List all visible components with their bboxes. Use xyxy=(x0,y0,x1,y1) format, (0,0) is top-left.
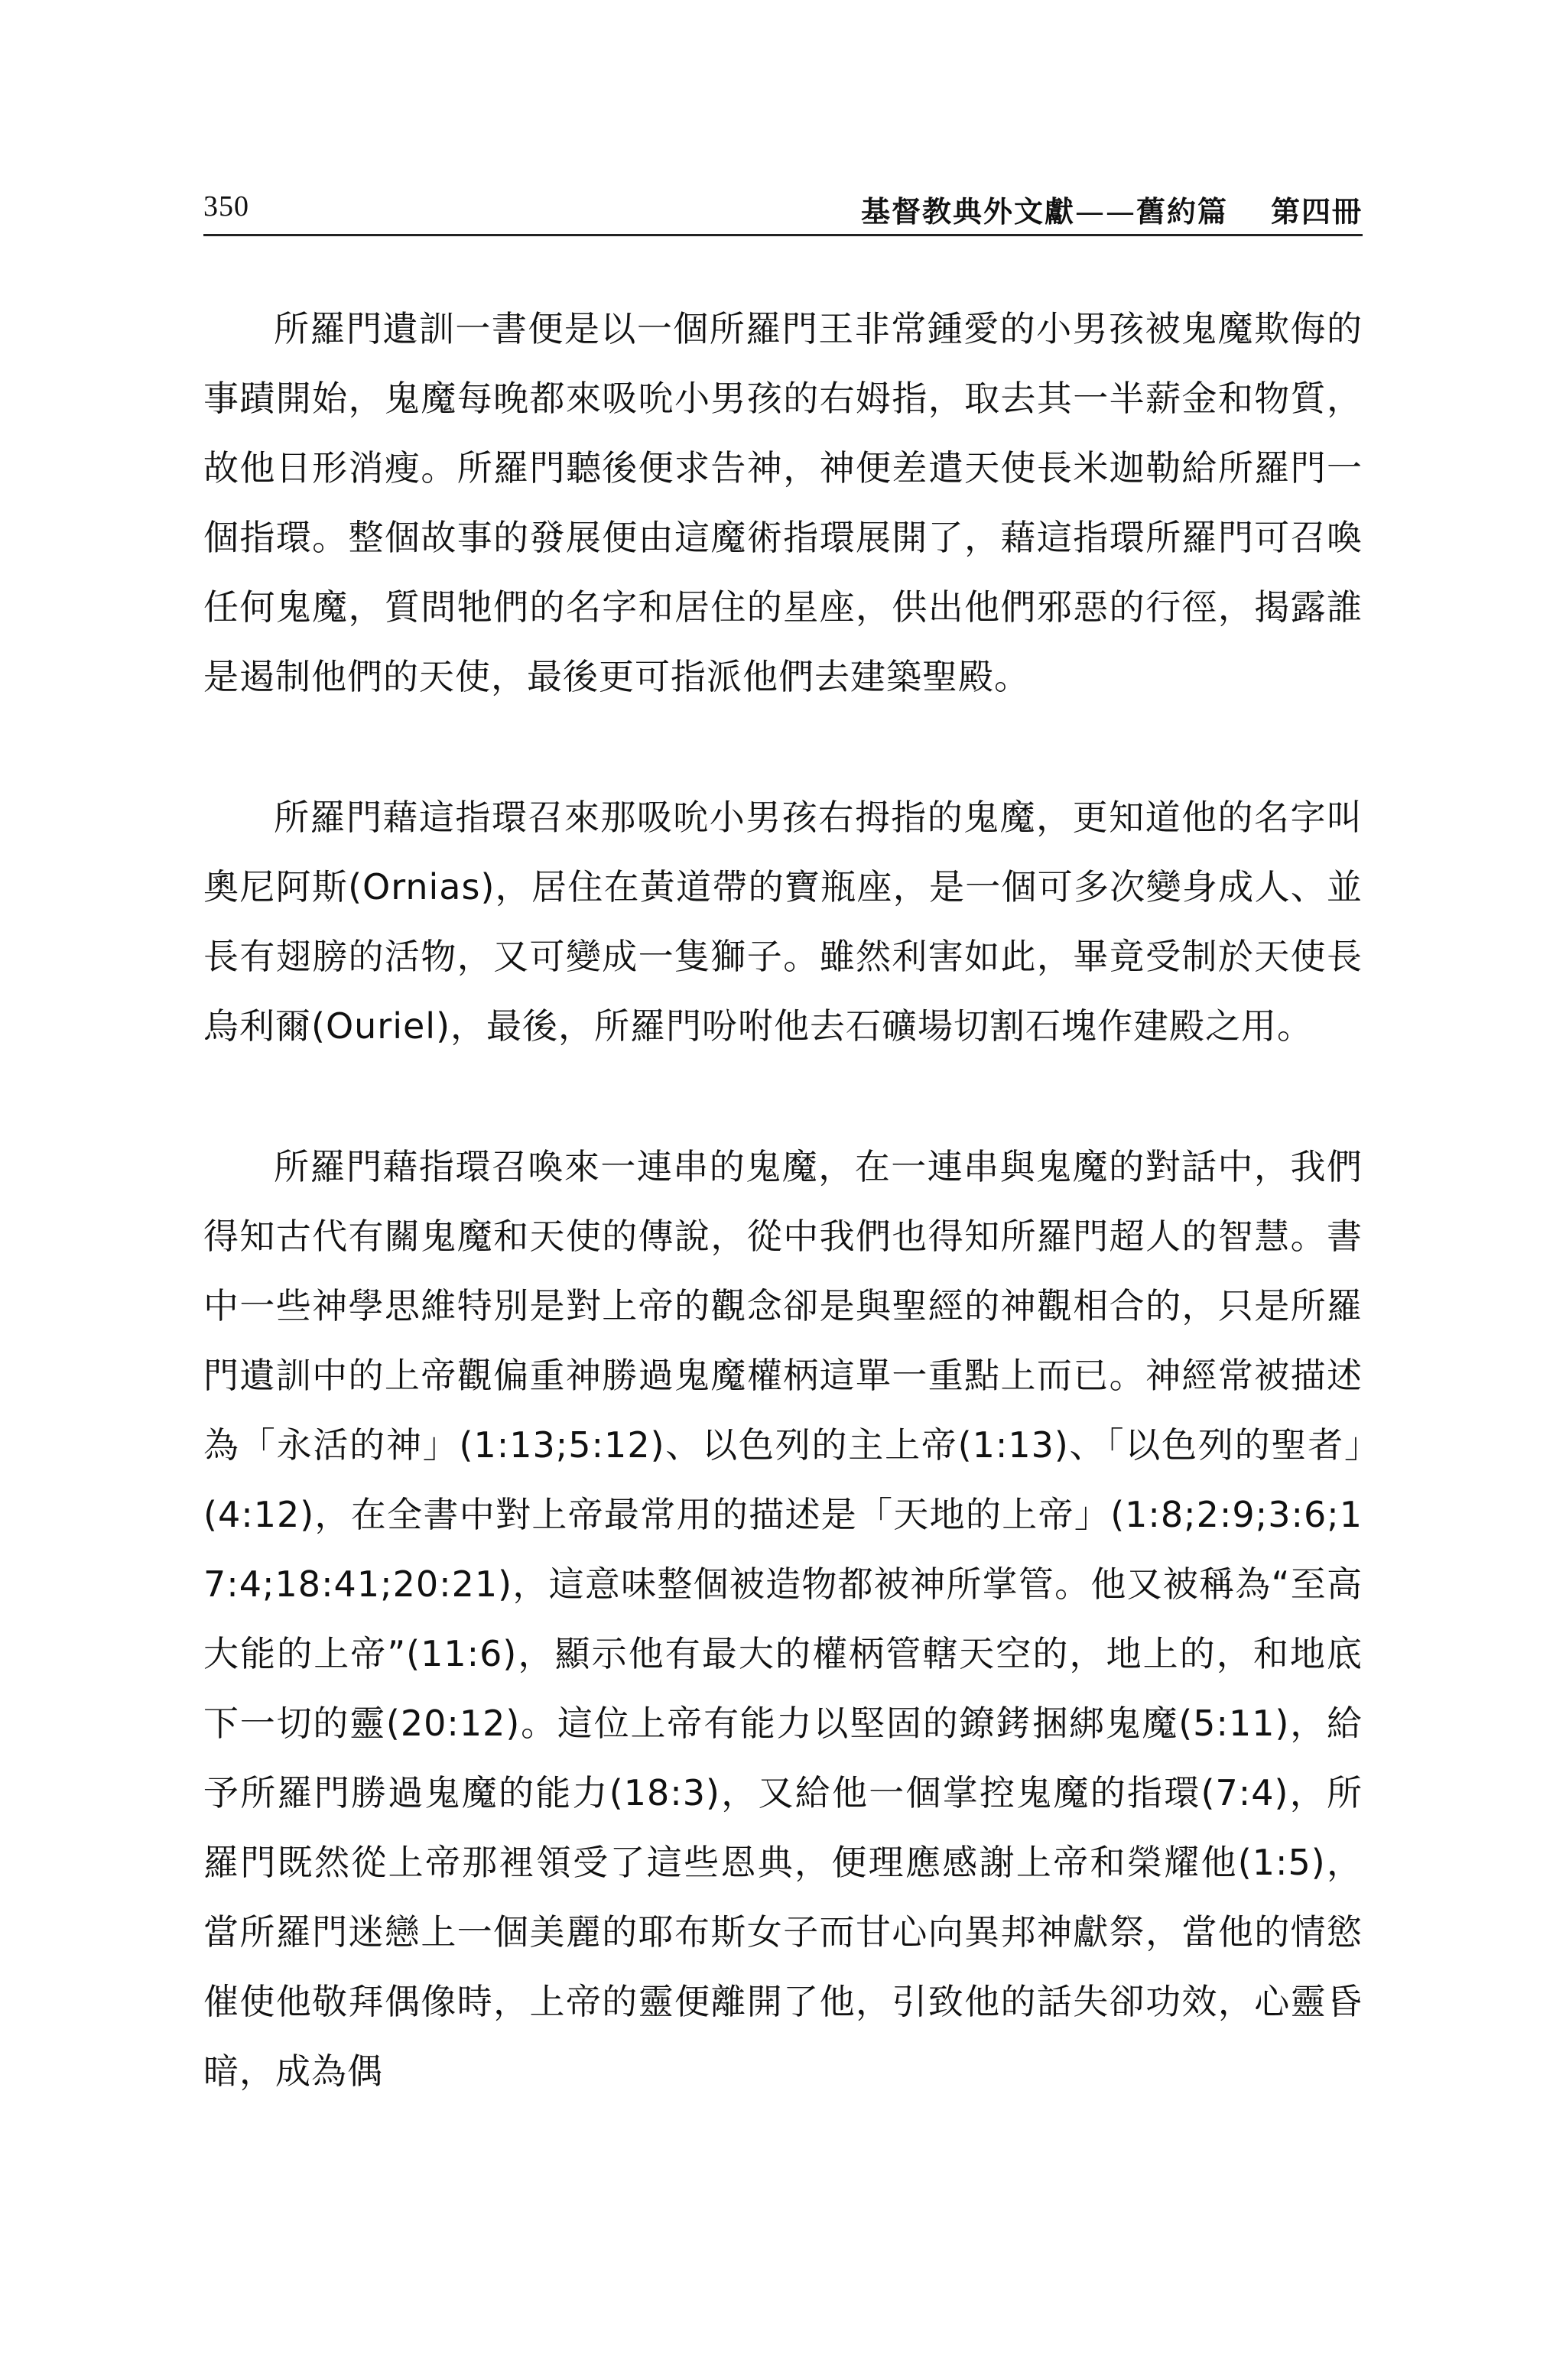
book-title: 基督教典外文獻 xyxy=(860,195,1075,229)
page-header xyxy=(203,183,1363,236)
running-head xyxy=(861,188,1363,230)
volume-label: 第四冊 xyxy=(1270,195,1363,229)
section-title: 舊約篇 xyxy=(1136,195,1228,229)
paragraph-2: 所羅門藉這指環召來那吸吮小男孩右拇指的鬼魔，更知道他的名字叫奧尼阿斯(Ornias)，居住在黃道帶的寶瓶座，是一個可多次變身成人、並長有翅膀的活物，又可變成一隻獅子。雖然利害如此，畢竟受制於天使長烏利爾(Ouriel)，最後，所羅門吩咐他去石礦場切割石塊作建殿之用。 xyxy=(203,797,1363,1047)
paragraph-1: 所羅門遺訓一書便是以一個所羅門王非常鍾愛的小男孩被鬼魔欺侮的事蹟開始，鬼魔每晚都來吸吮小男孩的右姆指，取去其一半薪金和物質，故他日形消瘦。所羅門聽後便求告神，神便差遣天使長米迦勒給所羅門一個指環。整個故事的發展便由這魔術指環展開了，藉這指環所羅門可召喚任何鬼魔，質問牠們的名字和居住的星座，供出他們邪惡的行徑，揭露誰是遏制他們的天使，最後更可指派他們去建築聖殿。 xyxy=(203,308,1363,697)
page-number: 350 xyxy=(203,190,249,222)
paragraph-3: 所羅門藉指環召喚來一連串的鬼魔，在一連串與鬼魔的對話中，我們得知古代有關鬼魔和天使的傳說，從中我們也得知所羅門超人的智慧。書中一些神學思維特別是對上帝的觀念卻是與聖經的神觀相合的，只是所羅門遺訓中的上帝觀偏重神勝過鬼魔權柄這單一重點上而已。神經常被描述為「永活的神」(1:13;5:12)、以色列的主上帝(1:13)、「以色列的聖者」(4:12)，在全書中對上帝最常用的描述是「天地的上帝」(1:8;2:9;3:6;17:4;18:41;20:21)，這意味整個被造物都被神所掌管。他又被稱為“至高大能的上帝”(11:6)，顯示他有最大的權柄管轄天空的，地上的，和地底下一切的靈(20:12)。這位上帝有能力以堅固的鐐銬捆綁鬼魔(5:11)，給予所羅門勝過鬼魔的能力(18:3)，又給他一個掌控鬼魔的指環(7:4)，所羅門既然從上帝那裡領受了這些恩典，便理應感謝上帝和榮耀他(1:5)，當所羅門迷戀上一個美麗的耶布斯女子而甘心向異邦神獻祭，當他的情慾催使他敬拜偶像時，上帝的靈便離開了他，引致他的話失卻功效，心靈昏暗，成為偶 xyxy=(203,1146,1363,2092)
title-dash: —— xyxy=(1074,195,1136,229)
body-text xyxy=(203,294,1363,2106)
